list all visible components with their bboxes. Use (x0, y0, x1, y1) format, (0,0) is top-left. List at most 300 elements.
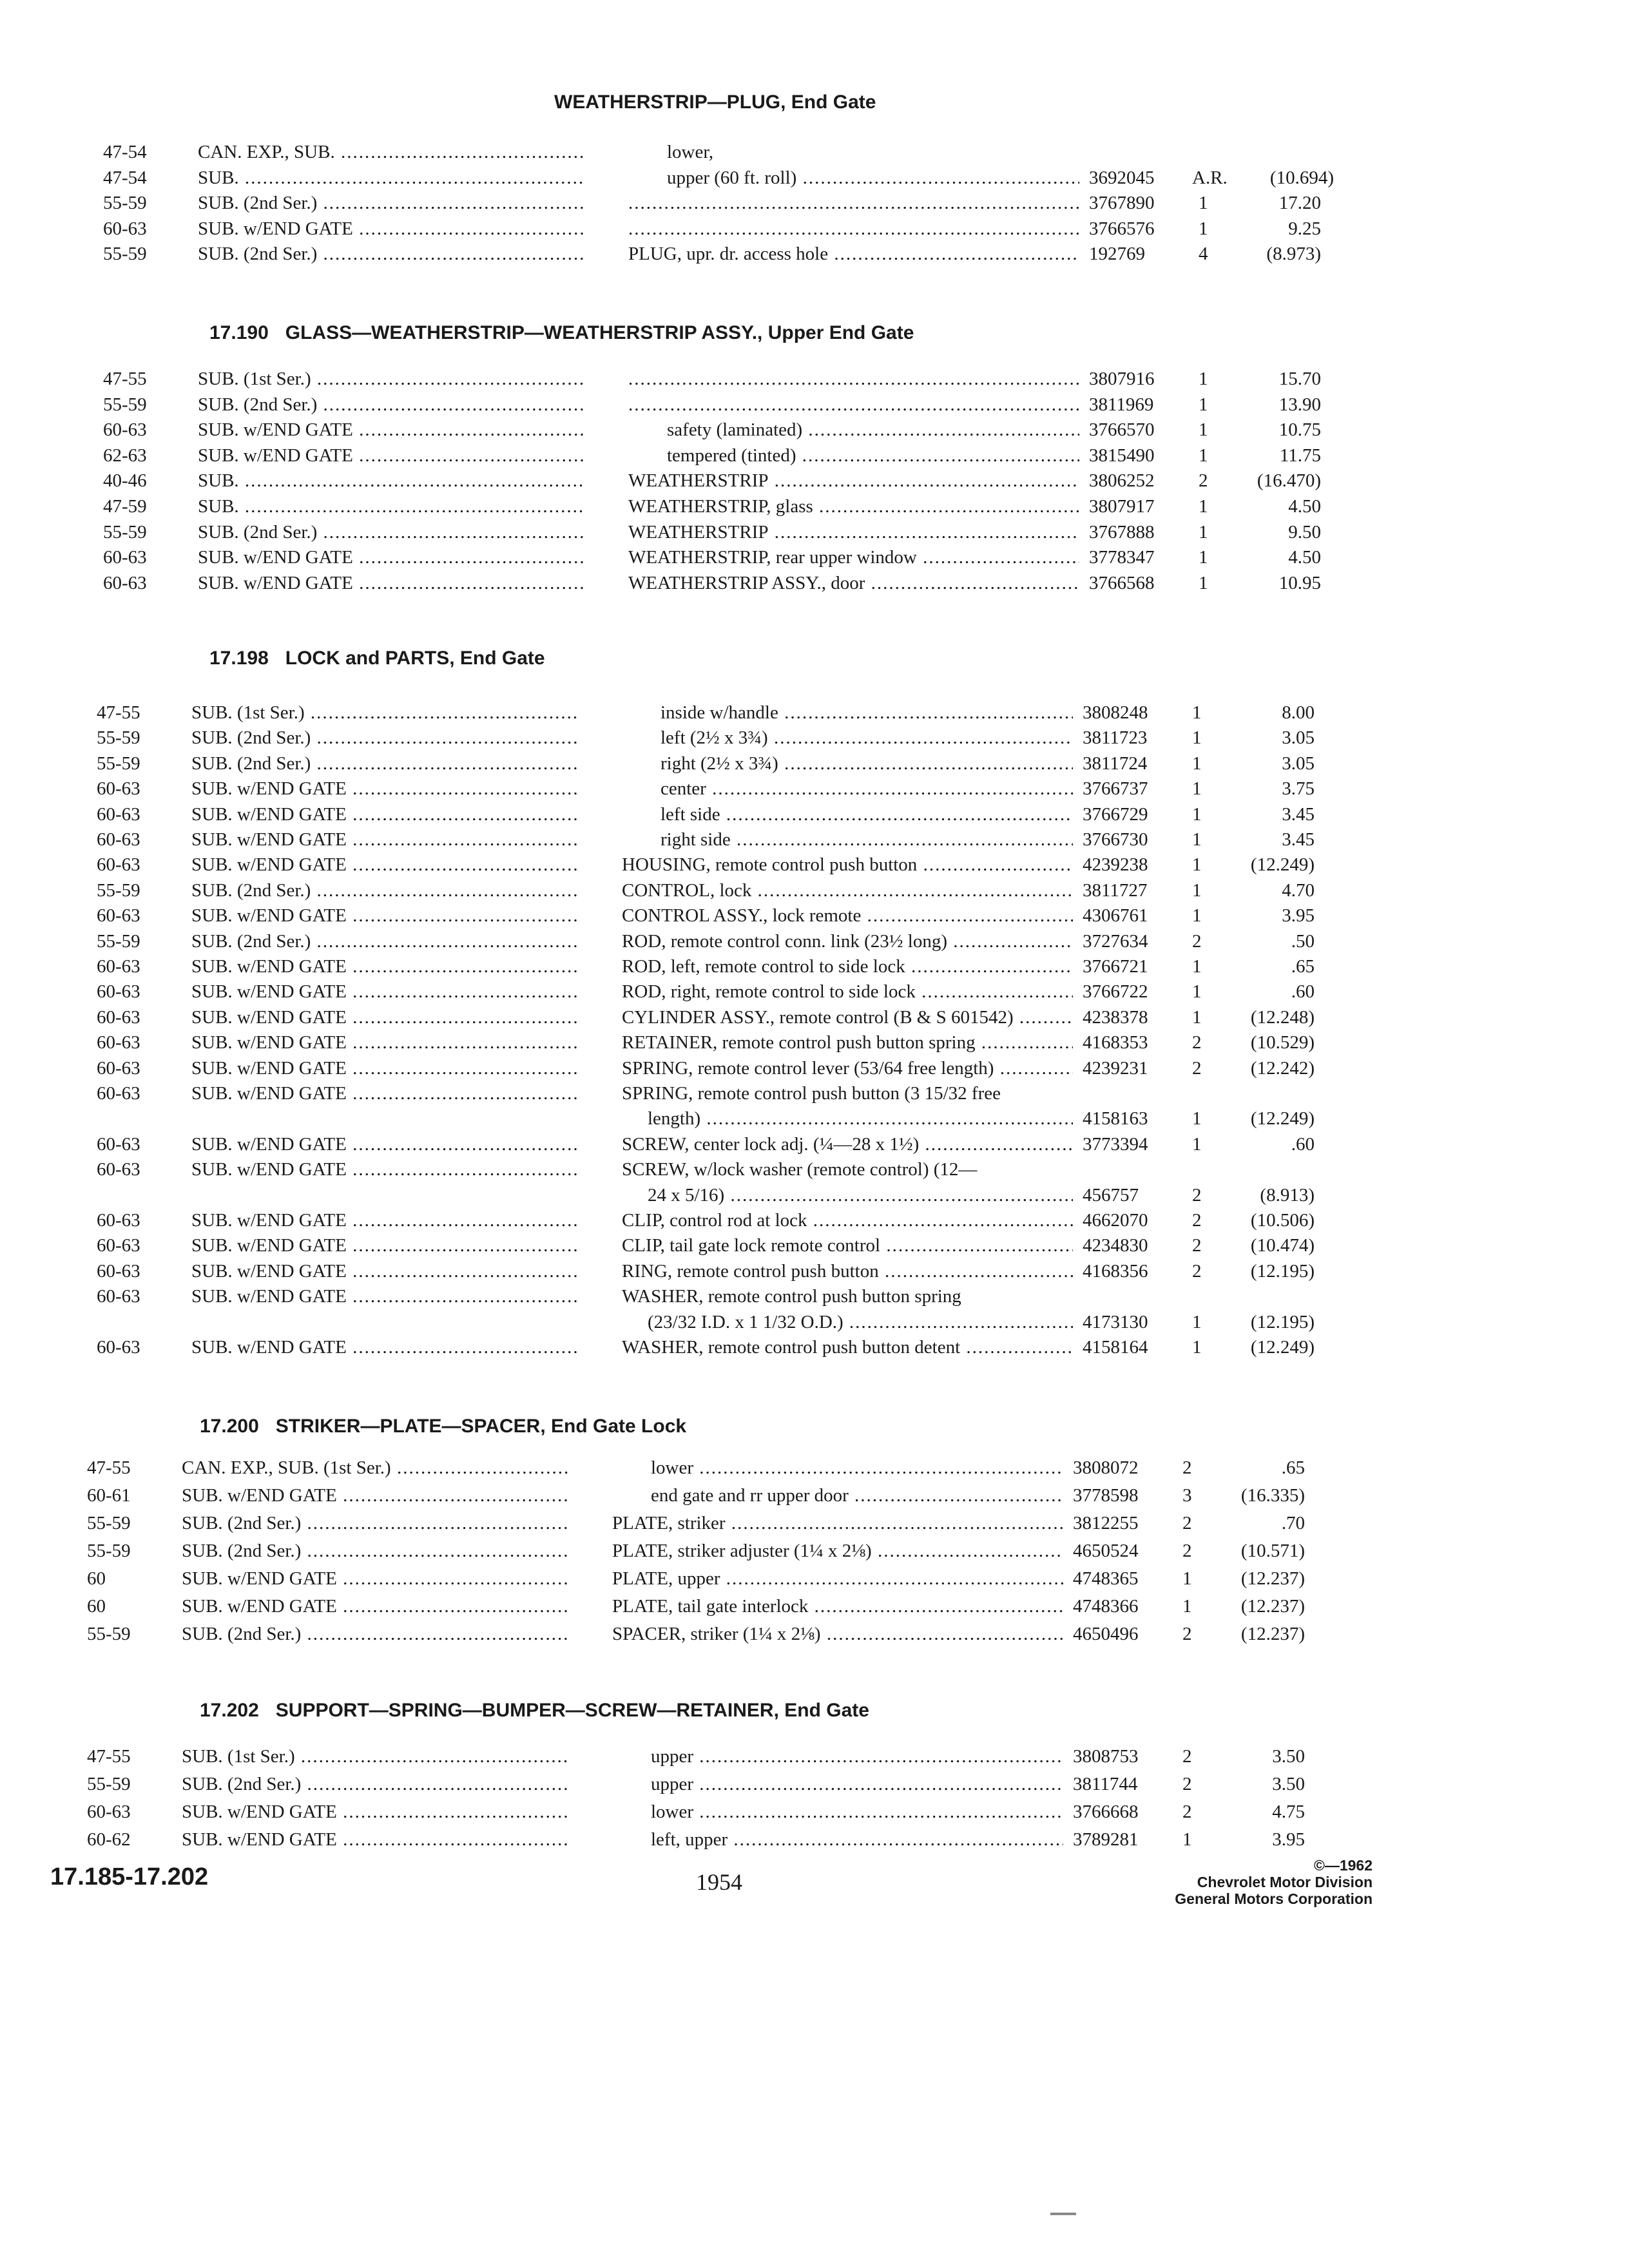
years: 60-63 (103, 573, 147, 593)
price: 4.50 (1288, 496, 1321, 517)
table-row (0, 142, 1629, 168)
quantity: 2 (1192, 1235, 1202, 1256)
table-row (0, 1058, 1629, 1084)
years: 60-63 (97, 956, 140, 977)
table-row (0, 1286, 1629, 1312)
quantity: 1 (1192, 804, 1202, 825)
model: SUB. (2nd Ser.) ..... (182, 1774, 568, 1795)
quantity: 1 (1192, 1108, 1202, 1129)
table-row (0, 1210, 1629, 1236)
description: ROD, remote control conn. link (23½ long) ..... (622, 931, 1073, 952)
part-number: 4306761 (1083, 905, 1148, 926)
price: (16.470) (1257, 470, 1321, 491)
years: 60 (87, 1568, 106, 1589)
price: 15.70 (1278, 369, 1321, 389)
model: SUB. w/END GATE ..... (191, 854, 578, 876)
table-row (0, 419, 1629, 445)
price: (12.248) (1250, 1007, 1315, 1028)
table-row (0, 244, 1629, 269)
price: (10.571) (1240, 1541, 1305, 1561)
price: 3.50 (1272, 1746, 1305, 1767)
description: WEATHERSTRIP ASSY., door ..... (628, 573, 1079, 594)
years: 47-55 (87, 1746, 131, 1767)
price: (8.913) (1260, 1185, 1315, 1206)
table-row (0, 1235, 1629, 1261)
model: SUB. w/END GATE ..... (198, 419, 584, 441)
years: 60 (87, 1596, 106, 1617)
quantity: 2 (1192, 1058, 1202, 1079)
quantity: 1 (1199, 496, 1208, 517)
table-row (0, 1159, 1629, 1185)
description: WASHER, remote control push button detent ..... (622, 1337, 1073, 1358)
years: 55-59 (97, 727, 140, 748)
years: 60-63 (97, 981, 140, 1002)
years: 55-59 (103, 394, 147, 415)
table-row (0, 1337, 1629, 1363)
quantity: 1 (1192, 854, 1202, 875)
description: left (2½ x 3¾) ..... (660, 727, 1073, 749)
model: SUB. w/END GATE ..... (182, 1596, 568, 1617)
description: RETAINER, remote control push button spring ..... (622, 1032, 1073, 1053)
section-number: 17.200 (200, 1416, 259, 1437)
model: SUB. w/END GATE ..... (191, 905, 578, 927)
years: 60-63 (103, 419, 147, 440)
description: right (2½ x 3¾) ..... (660, 753, 1073, 774)
model: SUB. w/END GATE ..... (191, 1210, 578, 1231)
description: PLATE, striker ..... (612, 1513, 1063, 1534)
quantity: 1 (1199, 522, 1208, 543)
section-header (209, 322, 914, 344)
part-number: 4662070 (1083, 1210, 1148, 1231)
years: 60-63 (97, 829, 140, 850)
part-number: 3692045 (1089, 168, 1155, 188)
quantity: 1 (1192, 905, 1202, 926)
description (628, 394, 1079, 416)
price: (12.237) (1240, 1596, 1305, 1617)
model: SUB. (1st Ser.) ..... (182, 1746, 568, 1767)
table-row (0, 956, 1629, 982)
quantity: 2 (1182, 1541, 1192, 1561)
price: (12.195) (1250, 1312, 1315, 1332)
table-row (0, 1261, 1629, 1287)
price: (8.973) (1266, 244, 1321, 264)
description: SPRING, remote control lever (53/64 free length) ..... (622, 1058, 1073, 1079)
years: 60-63 (97, 1083, 140, 1104)
part-number: 4168353 (1083, 1032, 1148, 1053)
description: end gate and rr upper door ..... (651, 1485, 1063, 1506)
table-row (0, 1032, 1629, 1058)
price: 9.50 (1288, 522, 1321, 543)
model: SUB. w/END GATE ..... (191, 1032, 578, 1053)
model: SUB. (2nd Ser.) ..... (198, 244, 584, 265)
part-number: 3812255 (1073, 1513, 1139, 1533)
description: CYLINDER ASSY., remote control (B & S 601542) ..... (622, 1007, 1073, 1028)
quantity: 1 (1199, 394, 1208, 415)
table-row (0, 829, 1629, 855)
quantity: 1 (1192, 702, 1202, 723)
years: 60-63 (97, 804, 140, 825)
table-row (0, 1802, 1629, 1827)
section-number: 17.198 (209, 648, 269, 669)
model: SUB. (2nd Ser.) ..... (191, 880, 578, 901)
quantity: 1 (1199, 547, 1208, 568)
table-row (0, 1457, 1629, 1483)
section-number: 17.202 (200, 1700, 259, 1721)
price: 17.20 (1278, 193, 1321, 213)
years: 62-63 (103, 445, 147, 466)
part-number: 3778598 (1073, 1485, 1139, 1506)
table-row-continued (0, 1312, 1629, 1338)
years: 60-63 (97, 1058, 140, 1079)
years: 47-55 (87, 1457, 131, 1478)
model: SUB. (2nd Ser.) ..... (191, 753, 578, 774)
table-row (0, 981, 1629, 1007)
part-number: 4239238 (1083, 854, 1148, 875)
price: .50 (1291, 931, 1315, 952)
table-row (0, 470, 1629, 496)
part-number: 3807916 (1089, 369, 1155, 389)
section-header (200, 1700, 869, 1722)
model: SUB. w/END GATE ..... (191, 1134, 578, 1155)
model: SUB. (2nd Ser.) ..... (191, 931, 578, 952)
part-number: 3815490 (1089, 445, 1155, 466)
part-number: 3811727 (1083, 880, 1148, 901)
table-row (0, 804, 1629, 830)
years: 60-63 (97, 1286, 140, 1307)
quantity: 1 (1199, 369, 1208, 389)
quantity: 1 (1192, 880, 1202, 901)
quantity: 1 (1192, 956, 1202, 977)
part-number: 3766576 (1089, 218, 1155, 239)
description: WEATHERSTRIP ..... (628, 522, 1079, 543)
model: SUB. w/END GATE ..... (191, 1159, 578, 1180)
model: SUB. (1st Ser.) ..... (191, 702, 578, 724)
part-number: 192769 (1089, 244, 1145, 264)
quantity: 2 (1182, 1746, 1192, 1767)
model: SUB. (2nd Ser.) ..... (198, 193, 584, 214)
price: 4.75 (1272, 1802, 1305, 1822)
price: 3.75 (1282, 778, 1315, 799)
section-title: WEATHERSTRIP—PLUG, End Gate (554, 91, 876, 113)
quantity: 2 (1182, 1774, 1192, 1794)
description: CONTROL ASSY., lock remote ..... (622, 905, 1073, 927)
part-number: 4234830 (1083, 1235, 1148, 1256)
table-row (0, 369, 1629, 394)
part-number: 3767888 (1089, 522, 1155, 543)
quantity: 1 (1199, 445, 1208, 466)
quantity: 2 (1182, 1624, 1192, 1644)
price: (12.237) (1240, 1568, 1305, 1589)
section-header (209, 648, 545, 669)
price: 3.95 (1282, 905, 1315, 926)
description-continued: length) ..... (648, 1108, 1073, 1129)
table-row (0, 1568, 1629, 1594)
publisher-line-2: General Motors Corporation (1175, 1890, 1373, 1907)
quantity: 1 (1199, 419, 1208, 440)
part-number: 4158164 (1083, 1337, 1148, 1358)
years: 60-62 (87, 1829, 131, 1850)
quantity: 2 (1182, 1513, 1192, 1533)
model: SUB. w/END GATE ..... (182, 1802, 568, 1823)
model: SUB. (2nd Ser.) ..... (182, 1624, 568, 1645)
part-number: 3806252 (1089, 470, 1155, 491)
description: WEATHERSTRIP, glass ..... (628, 496, 1079, 517)
description: WEATHERSTRIP ..... (628, 470, 1079, 492)
quantity: 1 (1192, 1134, 1202, 1155)
table-row (0, 547, 1629, 573)
description: SCREW, center lock adj. (¼—28 x 1½) ..... (622, 1134, 1073, 1155)
description: tempered (tinted) ..... (667, 445, 1079, 466)
years: 55-59 (103, 244, 147, 264)
years: 60-63 (97, 1210, 140, 1231)
description: SPRING, remote control push button (3 15/32 free (622, 1083, 1001, 1104)
price: (12.237) (1240, 1624, 1305, 1644)
table-row (0, 702, 1629, 728)
description: ROD, left, remote control to side lock ..... (622, 956, 1073, 977)
quantity: 1 (1182, 1568, 1192, 1589)
quantity: 2 (1199, 470, 1208, 491)
model: CAN. EXP., SUB. ..... (198, 142, 584, 163)
description: lower ..... (651, 1802, 1063, 1823)
years: 55-59 (87, 1624, 131, 1644)
years: 60-63 (97, 1261, 140, 1282)
price: 3.50 (1272, 1774, 1305, 1794)
copyright: ©—1962 (1313, 1857, 1373, 1874)
years: 55-59 (87, 1513, 131, 1533)
description: upper ..... (651, 1746, 1063, 1767)
years: 55-59 (87, 1774, 131, 1794)
quantity: 2 (1192, 1185, 1202, 1206)
part-number: 3766668 (1073, 1802, 1139, 1822)
part-number: 3808753 (1073, 1746, 1139, 1767)
table-row (0, 1829, 1629, 1855)
quantity: 2 (1192, 1261, 1202, 1282)
description: CLIP, control rod at lock ..... (622, 1210, 1073, 1231)
part-number: 3766721 (1083, 956, 1148, 977)
part-number: 3766730 (1083, 829, 1148, 850)
price: (10.529) (1250, 1032, 1315, 1053)
table-row (0, 753, 1629, 779)
model: CAN. EXP., SUB. (1st Ser.) ..... (182, 1457, 568, 1479)
description: upper (60 ft. roll) ..... (667, 168, 1079, 189)
table-row (0, 1596, 1629, 1622)
years: 60-63 (103, 547, 147, 568)
price: .65 (1291, 956, 1315, 977)
price: (12.195) (1250, 1261, 1315, 1282)
price: (10.474) (1250, 1235, 1315, 1256)
quantity: 1 (1182, 1829, 1192, 1850)
price: 3.05 (1282, 727, 1315, 748)
price: 3.45 (1282, 804, 1315, 825)
section-range: 17.185-17.202 (50, 1863, 209, 1890)
table-row (0, 1083, 1629, 1109)
section-header (554, 91, 876, 113)
quantity: 2 (1182, 1802, 1192, 1822)
model: SUB. w/END GATE ..... (182, 1568, 568, 1590)
description: left, upper ..... (651, 1829, 1063, 1850)
publisher-line-1: Chevrolet Motor Division (1197, 1874, 1373, 1890)
description-continued: (23/32 I.D. x 1 1/32 O.D.) ..... (648, 1312, 1073, 1333)
model: SUB. w/END GATE ..... (191, 804, 578, 825)
description (628, 218, 1079, 240)
section-title: LOCK and PARTS, End Gate (285, 648, 545, 669)
part-number: 3773394 (1083, 1134, 1148, 1155)
description: PLATE, striker adjuster (1¼ x 2⅛) ..... (612, 1541, 1063, 1562)
quantity: 3 (1182, 1485, 1192, 1506)
model: SUB. (2nd Ser.) ..... (182, 1513, 568, 1534)
description: right side ..... (660, 829, 1073, 850)
years: 55-59 (103, 522, 147, 543)
years: 55-59 (87, 1541, 131, 1561)
table-row (0, 496, 1629, 522)
part-number: 3767890 (1089, 193, 1155, 213)
years: 60-63 (97, 854, 140, 875)
part-number: 3727634 (1083, 931, 1148, 952)
description: WEATHERSTRIP, rear upper window ..... (628, 547, 1079, 568)
model: SUB. w/END GATE ..... (198, 445, 584, 466)
part-number: 3811723 (1083, 727, 1148, 748)
years: 60-63 (97, 1007, 140, 1028)
model: SUB. w/END GATE ..... (191, 1083, 578, 1104)
part-number: 4173130 (1083, 1312, 1148, 1332)
quantity: 1 (1192, 981, 1202, 1002)
part-number: 3766722 (1083, 981, 1148, 1002)
table-row (0, 445, 1629, 471)
description: PLATE, tail gate interlock ..... (612, 1596, 1063, 1617)
quantity: 1 (1199, 218, 1208, 239)
price: .65 (1281, 1457, 1305, 1478)
quantity: 2 (1192, 1032, 1202, 1053)
part-number: 3811724 (1083, 753, 1148, 774)
table-row (0, 880, 1629, 906)
quantity: 1 (1182, 1596, 1192, 1617)
part-number: 3766568 (1089, 573, 1155, 593)
years: 60-63 (97, 1134, 140, 1155)
years: 60-63 (97, 778, 140, 799)
model: SUB. w/END GATE ..... (198, 218, 584, 240)
years: 40-46 (103, 470, 147, 491)
description: PLATE, upper ..... (612, 1568, 1063, 1590)
price: 10.95 (1278, 573, 1321, 593)
table-row (0, 218, 1629, 244)
years: 60-63 (97, 1337, 140, 1358)
years: 47-55 (97, 702, 140, 723)
years: 60-63 (97, 905, 140, 926)
price: .60 (1291, 981, 1315, 1002)
section-header (200, 1416, 686, 1437)
table-row-continued (0, 1108, 1629, 1134)
quantity: 2 (1192, 931, 1202, 952)
part-number: 3811744 (1073, 1774, 1138, 1794)
description: ROD, right, remote control to side lock ..... (622, 981, 1073, 1003)
section-number: 17.190 (209, 322, 269, 343)
section-title: GLASS—WEATHERSTRIP—WEATHERSTRIP ASSY., Upper End Gate (285, 322, 914, 343)
years: 55-59 (103, 193, 147, 213)
description (628, 369, 1079, 390)
part-number: 4239231 (1083, 1058, 1148, 1079)
part-number: 3807917 (1089, 496, 1155, 517)
price: (16.335) (1240, 1485, 1305, 1506)
description-continued: 24 x 5/16) ..... (648, 1185, 1073, 1206)
table-row (0, 1774, 1629, 1800)
description: WASHER, remote control push button spring (622, 1286, 961, 1307)
years: 55-59 (97, 880, 140, 901)
price: (12.249) (1250, 854, 1315, 875)
model: SUB. (2nd Ser.) ..... (198, 522, 584, 543)
description: upper ..... (651, 1774, 1063, 1795)
price: 8.00 (1282, 702, 1315, 723)
quantity: 2 (1192, 1210, 1202, 1231)
years: 47-54 (103, 168, 147, 188)
price: (12.249) (1250, 1337, 1315, 1358)
model: SUB. w/END GATE ..... (182, 1829, 568, 1850)
part-number: 4650496 (1073, 1624, 1139, 1644)
model: SUB. w/END GATE ..... (191, 1235, 578, 1256)
model: SUB. w/END GATE ..... (198, 573, 584, 594)
table-row (0, 727, 1629, 753)
publisher-block (1083, 1857, 1373, 1907)
table-row (0, 522, 1629, 548)
model: SUB. ..... (198, 168, 584, 189)
description: PLUG, upr. dr. access hole ..... (628, 244, 1079, 265)
table-row (0, 778, 1629, 804)
table-row (0, 168, 1629, 193)
page-number: 1954 (696, 1869, 742, 1895)
model: SUB. (1st Ser.) ..... (198, 369, 584, 390)
table-row (0, 905, 1629, 931)
years: 60-61 (87, 1485, 131, 1506)
description: inside w/handle ..... (660, 702, 1073, 724)
model: SUB. w/END GATE ..... (191, 1286, 578, 1307)
table-row (0, 1541, 1629, 1566)
table-row-continued (0, 1185, 1629, 1211)
description (628, 193, 1079, 214)
quantity: 1 (1192, 1337, 1202, 1358)
price: 3.45 (1282, 829, 1315, 850)
years: 60-63 (97, 1159, 140, 1180)
model: SUB. w/END GATE ..... (191, 1337, 578, 1358)
price: 4.70 (1282, 880, 1315, 901)
part-number: 3766729 (1083, 804, 1148, 825)
table-row (0, 1624, 1629, 1649)
table-row (0, 1746, 1629, 1772)
price: 9.25 (1288, 218, 1321, 239)
years: 55-59 (97, 931, 140, 952)
quantity: 1 (1199, 193, 1208, 213)
part-number: 3778347 (1089, 547, 1155, 568)
price: 13.90 (1278, 394, 1321, 415)
table-row (0, 394, 1629, 420)
table-row (0, 931, 1629, 957)
price: 10.75 (1278, 419, 1321, 440)
model: SUB. (2nd Ser.) ..... (182, 1541, 568, 1562)
years: 47-55 (103, 369, 147, 389)
part-number: 4168356 (1083, 1261, 1148, 1282)
price: (12.242) (1250, 1058, 1315, 1079)
scan-speck (1050, 2213, 1076, 2215)
model: SUB. w/END GATE ..... (198, 547, 584, 568)
table-row (0, 1134, 1629, 1160)
quantity: 1 (1192, 727, 1202, 748)
part-number: 456757 (1083, 1185, 1139, 1206)
table-row (0, 1485, 1629, 1511)
model: SUB. ..... (198, 496, 584, 517)
part-number: 4650524 (1073, 1541, 1139, 1561)
model: SUB. (2nd Ser.) ..... (198, 394, 584, 416)
quantity: 1 (1192, 1312, 1202, 1332)
price: (10.694) (1269, 168, 1334, 188)
part-number: 3811969 (1089, 394, 1154, 415)
